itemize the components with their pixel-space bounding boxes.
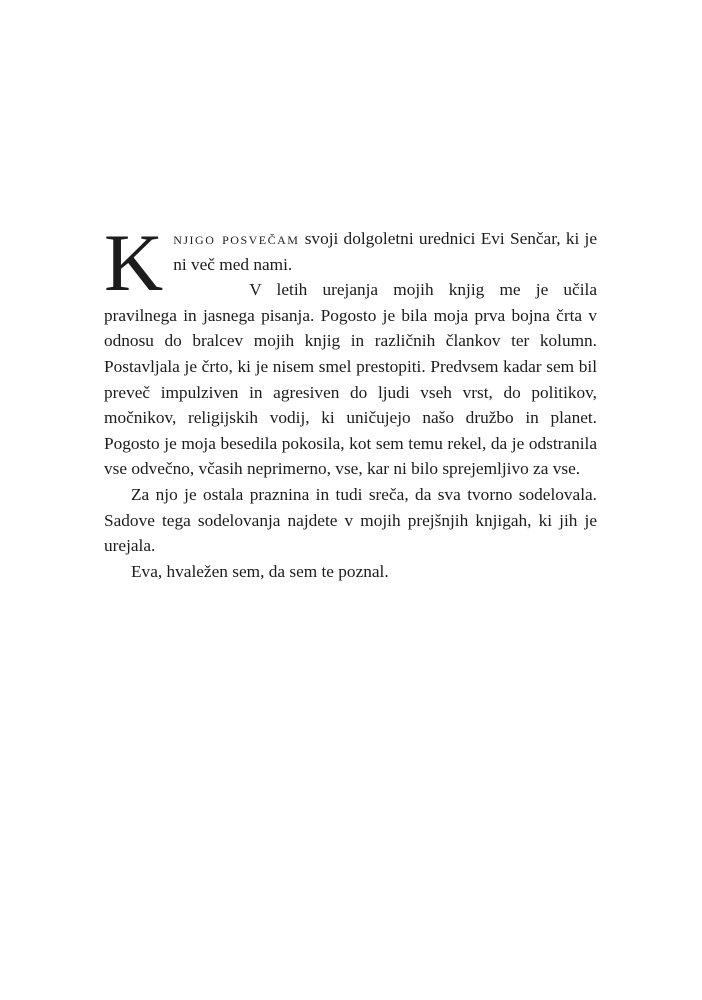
opening-text: svoji dolgoletni urednici Evi Senčar, ki je ni več med nami. [173, 229, 597, 274]
paragraph-gratitude: Eva, hvaležen sem, da sem te poznal. [131, 561, 389, 581]
opening-small-caps: njigo posvečam [173, 229, 300, 248]
paragraph-legacy: Za njo je ostala praznina in tudi sreča, da sva tvorno sodelovala. Sadove tega sodelovanja najdete v mojih prejšnjih knjigah, ki jih je urejala. [104, 484, 597, 556]
drop-cap-letter: K [104, 217, 164, 308]
dedication-text [104, 217, 597, 584]
opening-paragraph [104, 217, 597, 308]
paragraph-teaching [104, 277, 597, 482]
paragraph-teaching-text: V letih urejanja mojih knjig me je učila pravilnega in jasnega pisanja. Pogosto je bila moja prva bojna črta v odnosu do bralcev mojih knjig in različnih člankov ter kolumn. Postavljala je črto, ki je nisem smel prestopiti. Predvsem kadar sem bil preveč impulziven in agresiven do ljudi vseh vrst, do politikov, močnikov, religijskih vodij, ki uničujejo našo družbo in planet. Pogosto je moja besedila pokosila, kot sem temu rekel, da je odstranila vse odvečno, včasih neprimerno, vse, kar ni bilo sprejemljivo za vse. [104, 280, 597, 479]
